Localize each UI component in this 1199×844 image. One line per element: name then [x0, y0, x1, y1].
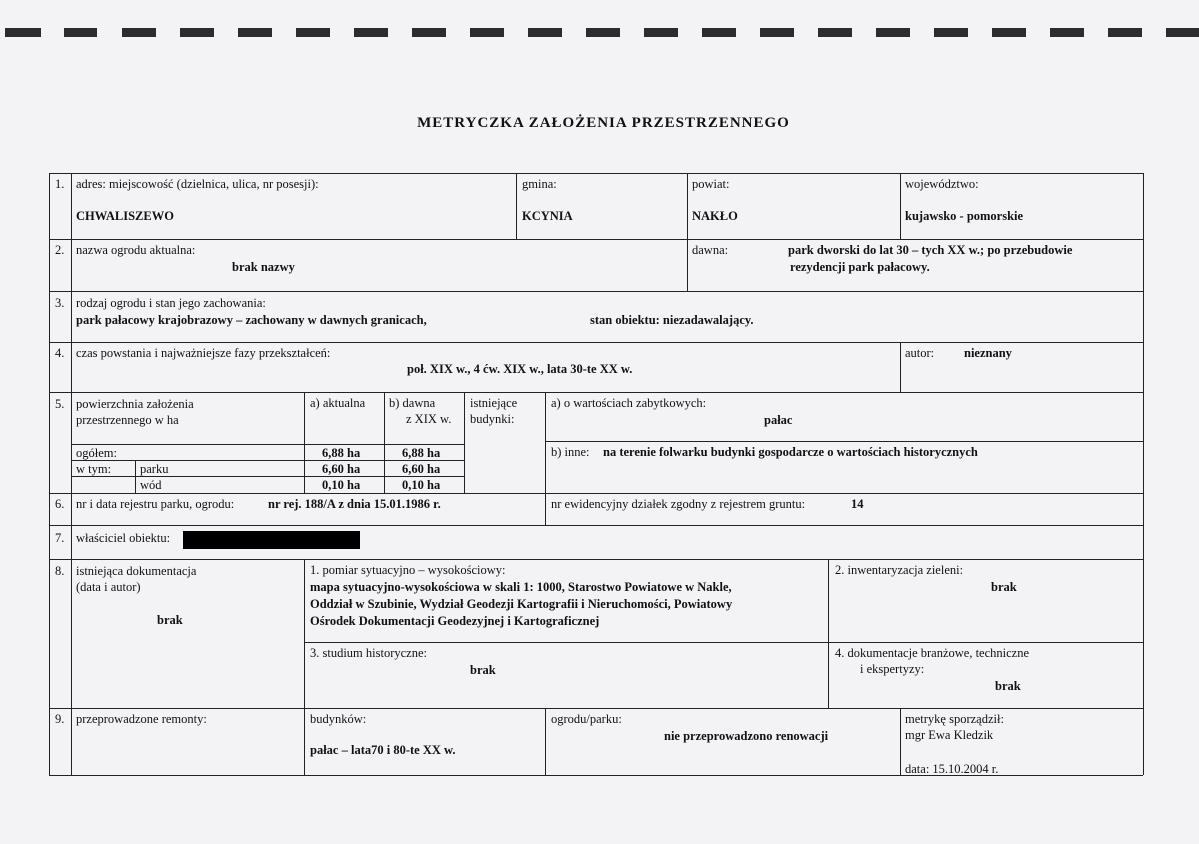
- dokumentacje-branzowe-label-cont: i ekspertyzy:: [860, 662, 925, 676]
- inne-budynki-label: b) inne:: [551, 445, 590, 459]
- czas-powstania-label: czas powstania i najważniejsze fazy przekształceń:: [76, 346, 331, 360]
- adres-value: CHWALISZEWO: [76, 209, 174, 223]
- cell-divider: [384, 392, 385, 493]
- cell-divider: [464, 392, 465, 493]
- nazwa-aktualna-label: nazwa ogrodu aktualna:: [76, 243, 196, 257]
- ogolem-dawna: 6,88 ha: [402, 446, 441, 460]
- cell-divider: [304, 392, 305, 493]
- row-divider: [49, 559, 1143, 560]
- row-number: 9.: [55, 712, 65, 726]
- row-divider: [49, 239, 1143, 240]
- wod-label: wód: [140, 478, 162, 492]
- table-border: [1143, 173, 1144, 775]
- pomiar-label: 1. pomiar sytuacyjno – wysokościowy:: [310, 563, 506, 577]
- redacted-owner: [183, 531, 360, 549]
- cell-divider: [545, 441, 1143, 442]
- autor-label: autor:: [905, 346, 935, 360]
- wlasciciel-label: właściciel obiektu:: [76, 531, 171, 545]
- row-number: 6.: [55, 497, 65, 511]
- autor-value: nieznany: [964, 346, 1012, 360]
- cell-divider: [304, 642, 1143, 643]
- parku-aktualna: 6,60 ha: [322, 462, 361, 476]
- wojewodztwo-value: kujawsko - pomorskie: [905, 209, 1024, 223]
- dokumentacje-branzowe-value: brak: [995, 679, 1021, 693]
- wartosci-zabytkowe-label: a) o wartościach zabytkowych:: [551, 396, 707, 410]
- row-number: 3.: [55, 296, 65, 310]
- wojewodztwo-label: województwo:: [905, 177, 979, 191]
- rejestr-value: nr rej. 188/A z dnia 15.01.1986 r.: [268, 497, 441, 511]
- adres-label: adres: miejscowość (dzielnica, ulica, nr posesji):: [76, 177, 319, 191]
- col-dawna-header-cont: z XIX w.: [406, 412, 452, 426]
- cell-divider: [135, 460, 136, 493]
- nazwa-dawna-value: park dworski do lat 30 – tych XX w.; po przebudowie: [788, 243, 1073, 257]
- powiat-value: NAKŁO: [692, 209, 738, 223]
- ogrodu-parku-value: nie przeprowadzono renowacji: [664, 729, 829, 743]
- dokumentacja-label-cont: (data i autor): [76, 580, 141, 594]
- row-number: 5.: [55, 397, 65, 411]
- gmina-label: gmina:: [522, 177, 557, 191]
- table-border: [49, 173, 50, 775]
- dokumentacja-label: istniejąca dokumentacja: [76, 564, 197, 578]
- ewidencja-value: 14: [851, 497, 864, 511]
- row-number: 4.: [55, 346, 65, 360]
- cell-divider: [71, 476, 464, 477]
- cell-divider: [71, 460, 464, 461]
- istniejace-budynki-label: istniejące: [470, 396, 518, 410]
- row-number: 1.: [55, 177, 65, 191]
- nazwa-dawna-label: dawna:: [692, 243, 729, 257]
- dokumentacje-branzowe-label: 4. dokumentacje branżowe, techniczne: [835, 646, 1030, 660]
- table-border: [71, 173, 72, 775]
- nazwa-aktualna-value: brak nazwy: [232, 260, 295, 274]
- ewidencja-label: nr ewidencyjny działek zgodny z rejestrem gruntu:: [551, 497, 806, 511]
- cell-divider: [516, 173, 517, 239]
- metryke-sporzadzil-label: metrykę sporządził:: [905, 712, 1004, 726]
- cell-divider: [687, 173, 688, 239]
- powiat-label: powiat:: [692, 177, 730, 191]
- cell-divider: [828, 559, 829, 708]
- table-border: [49, 173, 1143, 174]
- ogolem-aktualna: 6,88 ha: [322, 446, 361, 460]
- studium-label: 3. studium historyczne:: [310, 646, 427, 660]
- col-dawna-header: b) dawna: [389, 396, 436, 410]
- wod-dawna: 0,10 ha: [402, 478, 441, 492]
- rodzaj-ogrodu-label: rodzaj ogrodu i stan jego zachowania:: [76, 296, 266, 310]
- inwentaryzacja-value: brak: [991, 580, 1017, 594]
- document-title: METRYCZKA ZAŁOŻENIA PRZESTRZENNEGO: [417, 115, 790, 131]
- studium-value: brak: [470, 663, 496, 677]
- cell-divider: [900, 173, 901, 239]
- budynkow-label: budynków:: [310, 712, 367, 726]
- row-divider: [49, 392, 1143, 393]
- row-divider: [49, 493, 1143, 494]
- istniejace-budynki-label-cont: budynki:: [470, 412, 515, 426]
- cell-divider: [900, 708, 901, 775]
- cell-divider: [900, 342, 901, 392]
- parku-label: parku: [140, 462, 169, 476]
- nazwa-dawna-value-cont: rezydencji park pałacowy.: [790, 260, 930, 274]
- dokumentacja-value: brak: [157, 613, 183, 627]
- cell-divider: [545, 493, 546, 525]
- ogrodu-parku-label: ogrodu/parku:: [551, 712, 622, 726]
- pomiar-value: mapa sytuacyjno-wysokościowa w skali 1: 1000, Starostwo Powiatowe w Nakle,: [310, 580, 732, 594]
- cell-divider: [304, 559, 305, 708]
- powierzchnia-label-cont: przestrzennego w ha: [76, 413, 179, 427]
- inwentaryzacja-label: 2. inwentaryzacja zieleni:: [835, 563, 964, 577]
- wartosci-zabytkowe-value: pałac: [764, 413, 793, 427]
- wod-aktualna: 0,10 ha: [322, 478, 361, 492]
- gmina-value: KCYNIA: [522, 209, 573, 223]
- row-number: 7.: [55, 531, 65, 545]
- rejestr-label: nr i data rejestru parku, ogrodu:: [76, 497, 235, 511]
- inne-budynki-value: na terenie folwarku budynki gospodarcze o wartościach historycznych: [603, 445, 978, 459]
- stan-obiektu: stan obiektu: niezadawalający.: [590, 313, 754, 327]
- pomiar-value-cont2: Ośrodek Dokumentacji Geodezyjnej i Kartograficznej: [310, 614, 600, 628]
- cell-divider: [71, 444, 464, 445]
- cell-divider: [304, 708, 305, 775]
- cell-divider: [545, 392, 546, 493]
- row-divider: [49, 342, 1143, 343]
- parku-dawna: 6,60 ha: [402, 462, 441, 476]
- w-tym-label: w tym:: [76, 462, 112, 476]
- row-divider: [49, 525, 1143, 526]
- budynkow-value: pałac – lata70 i 80-te XX w.: [310, 743, 456, 757]
- remonty-label: przeprowadzone remonty:: [76, 712, 207, 726]
- czas-powstania-value: poł. XIX w., 4 ćw. XIX w., lata 30-te XX w.: [407, 362, 633, 376]
- rodzaj-ogrodu-value: park pałacowy krajobrazowy – zachowany w dawnych granicach,: [76, 313, 427, 327]
- powierzchnia-label: powierzchnia założenia: [76, 397, 194, 411]
- row-divider: [49, 291, 1143, 292]
- pomiar-value-cont: Oddział w Szubinie, Wydział Geodezji Kartografii i Nieruchomości, Powiatowy: [310, 597, 733, 611]
- col-aktualna-header: a) aktualna: [310, 396, 366, 410]
- autor-metryki: mgr Ewa Kledzik: [905, 728, 994, 742]
- cell-divider: [687, 239, 688, 291]
- data-sporzadzenia: data: 15.10.2004 r.: [905, 762, 999, 776]
- row-number: 8.: [55, 564, 65, 578]
- row-number: 2.: [55, 243, 65, 257]
- ogolem-label: ogółem:: [76, 446, 117, 460]
- row-divider: [49, 708, 1143, 709]
- cell-divider: [545, 708, 546, 775]
